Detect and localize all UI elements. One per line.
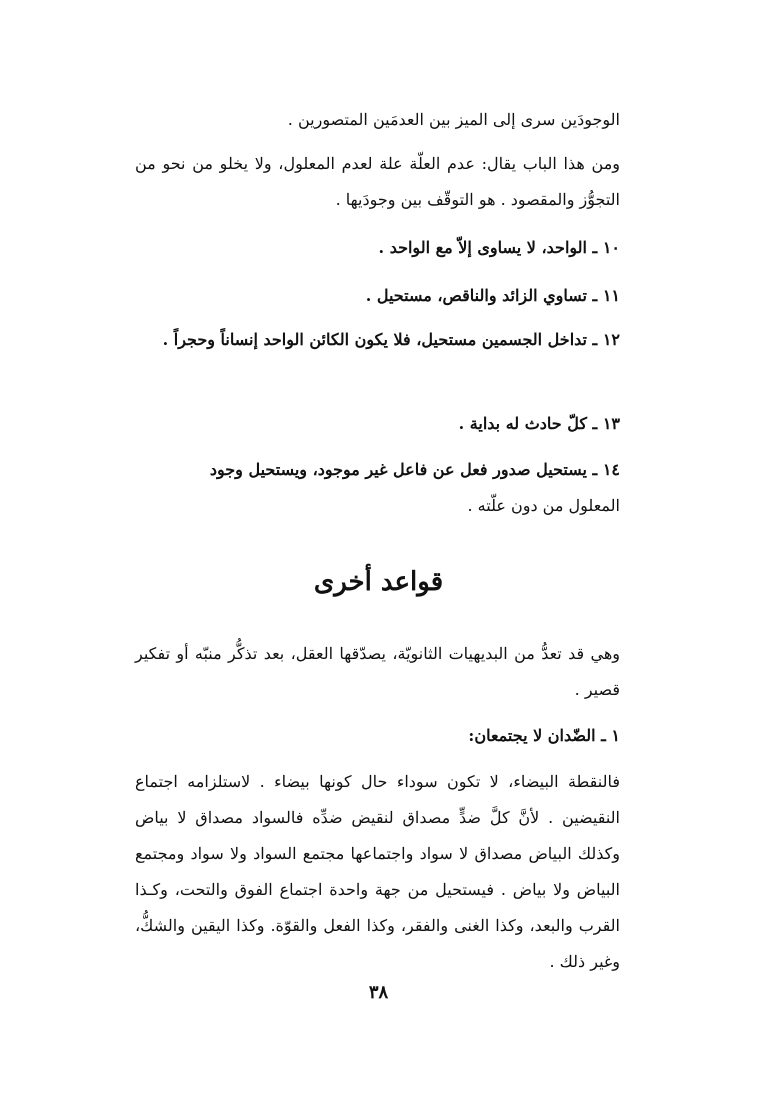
rule-1-title: ١ ـ الضّدان لا يجتمعان: — [468, 726, 620, 745]
paragraph-other-rules-intro: وهي قد تعدُّ من البديهيات الثانويّة، يصدّقها العقل، بعد تذكُّر منبّه أو تفكير قصير . — [135, 644, 620, 699]
item-12: ١٢ ـ تداخل الجسمين مستحيل، فلا يكون الكائن الواحد إنساناً وحجراً . — [162, 330, 620, 349]
item-14-bold: ١٤ ـ يستحيل صدور فعل عن فاعل غير موجود، ويستحيل وجود — [209, 460, 620, 479]
paragraph-intro-fragment: الوجودَين سرى إلى الميز بين العدمَين المتصورين . — [287, 110, 620, 129]
item-14-rest: المعلول من دون علّته . — [467, 496, 620, 515]
paragraph-bab: ومن هذا الباب يقال: عدم العلّة علة لعدم المعلول، ولا يخلو من نحو من التجوُّز والمقصود . هو التوقّف بين وجودَيها . — [135, 154, 620, 209]
item-11: ١١ ـ تساوي الزائد والناقص، مستحيل . — [365, 286, 620, 305]
item-13: ١٣ ـ كلّ حادث له بداية . — [458, 414, 620, 433]
item-10: ١٠ ـ الواحد، لا يساوى إلاّ مع الواحد . — [378, 238, 620, 257]
section-heading: قواعد أخرى — [313, 567, 444, 597]
rule-1-text: فالنقطة البيضاء، لا تكون سوداء حال كونها بيضاء . لاستلزامه اجتماع النقيضين . لأنَّ كلَّ ضدٍّ مصداق لنقيض ضدِّه فالسواد مصداق لا بياض وكذلك البياض مصداق لا سواد واجتماعها مجتمع السواد ولا سواد ومجتمع البياض ولا بياض . فيستحيل من جهة واحدة اجتماع الفوق والتحت، وكـذا القرب والبعد، وكذا الغنى والفقر، وكذا الفعل والقوّة. وكذا اليقين والشكُّ، وغير ذلك . — [135, 772, 621, 971]
page-number: ٣٨ — [368, 982, 389, 1003]
